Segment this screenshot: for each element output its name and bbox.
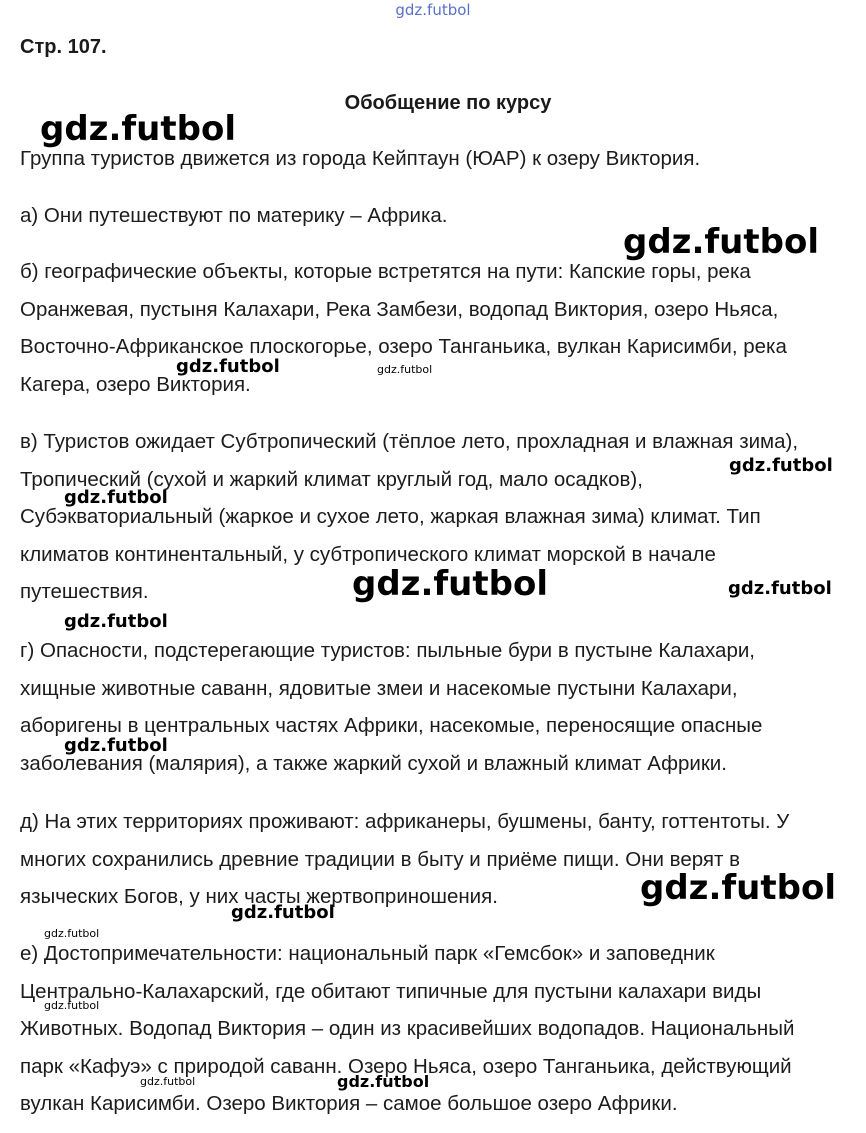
watermark: gdz.futbol — [377, 363, 433, 376]
text-line: а) Они путешествуют по материку – Африка. — [20, 204, 448, 227]
text-line: д) На этих территориях проживают: африканеры, бушмены, банту, готтентоты. У — [20, 810, 790, 833]
text-line: Группа туристов движется из города Кейптаун (ЮАР) к озеру Виктория. — [20, 147, 701, 170]
text-line: климатов континентальный, у субтропического климат морской в начале — [20, 542, 716, 566]
watermark: gdz.futbol — [729, 455, 833, 476]
text-line: Центрально-Калахарский, где обитают типичные для пустыни калахари виды — [20, 979, 762, 1003]
text-line: Тропический (сухой и жаркий климат круглый год, мало осадков), — [20, 467, 643, 491]
text-line: заболевания (малярия), а также жаркий сухой и влажный климат Африки. — [20, 751, 727, 775]
text-line: в) Туристов ожидает Субтропический (тёплое лето, прохладная и влажная зима), — [20, 430, 799, 453]
watermark: gdz.futbol — [44, 999, 100, 1012]
watermark: gdz.futbol — [728, 578, 832, 599]
text-line: вулкан Карисимби. Озеро Виктория – самое большое озеро Африки. — [20, 1092, 678, 1115]
paragraph-g — [20, 632, 860, 782]
watermark: gdz.futbol — [231, 902, 335, 923]
text-line: е) Достопримечательности: национальный парк «Гемсбок» и заповедник — [20, 942, 715, 965]
text-line: языческих Богов, у них часты жертвоприношения. — [20, 885, 498, 908]
watermark: gdz.futbol — [623, 222, 819, 262]
watermark: gdz.futbol — [176, 356, 280, 377]
watermark: gdz.futbol — [64, 735, 168, 756]
text-line: Восточно-Африканское плоскогорье, озеро Танганьика, вулкан Карисимби, река — [20, 335, 787, 358]
text-line: Кагера, озеро Виктория. — [20, 372, 251, 396]
watermark: gdz.futbol — [640, 868, 836, 908]
text-line: Субэкваториальный (жаркое и сухое лето, жаркая влажная зима) климат. Тип — [20, 505, 761, 528]
paragraph-e — [20, 935, 860, 1123]
text-line: Животных. Водопад Виктория – один из красивейших водопадов. Национальный — [20, 1017, 795, 1040]
watermark: gdz.futbol — [352, 564, 548, 604]
source-watermark-top: gdz.futbol — [395, 1, 471, 19]
text-line: г) Опасности, подстерегающие туристов: пыльные бури в пустыне Калахари, — [20, 639, 755, 662]
text-line: хищные животные саванн, ядовитые змеи и насекомые пустыни Калахари, — [20, 676, 738, 700]
watermark: gdz.futbol — [64, 487, 168, 508]
paragraph-b — [20, 253, 860, 403]
text-line: аборигены в центральных частях Африки, насекомые, переносящие опасные — [20, 714, 763, 737]
document-title: Обобщение по курсу — [344, 92, 552, 114]
page-number-label: Стр. 107. — [20, 36, 107, 58]
watermark: gdz.futbol — [40, 109, 236, 149]
watermark: gdz.futbol — [337, 1072, 430, 1091]
text-line: Оранжевая, пустыня Калахари, Река Замбези, водопад Виктория, озеро Ньяса, — [20, 297, 779, 321]
watermark: gdz.futbol — [64, 611, 168, 632]
text-line: путешествия. — [20, 580, 149, 603]
watermark: gdz.futbol — [140, 1075, 196, 1088]
text-line: многих сохранились древние традиции в быту и приёме пищи. Они верят в — [20, 847, 740, 871]
text-line: парк «Кафуэ» с природой саванн. Озеро Ньяса, озеро Танганьика, действующий — [20, 1054, 792, 1078]
text-line: б) географические объекты, которые встретятся на пути: Капские горы, река — [20, 260, 751, 283]
watermark: gdz.futbol — [44, 927, 100, 940]
